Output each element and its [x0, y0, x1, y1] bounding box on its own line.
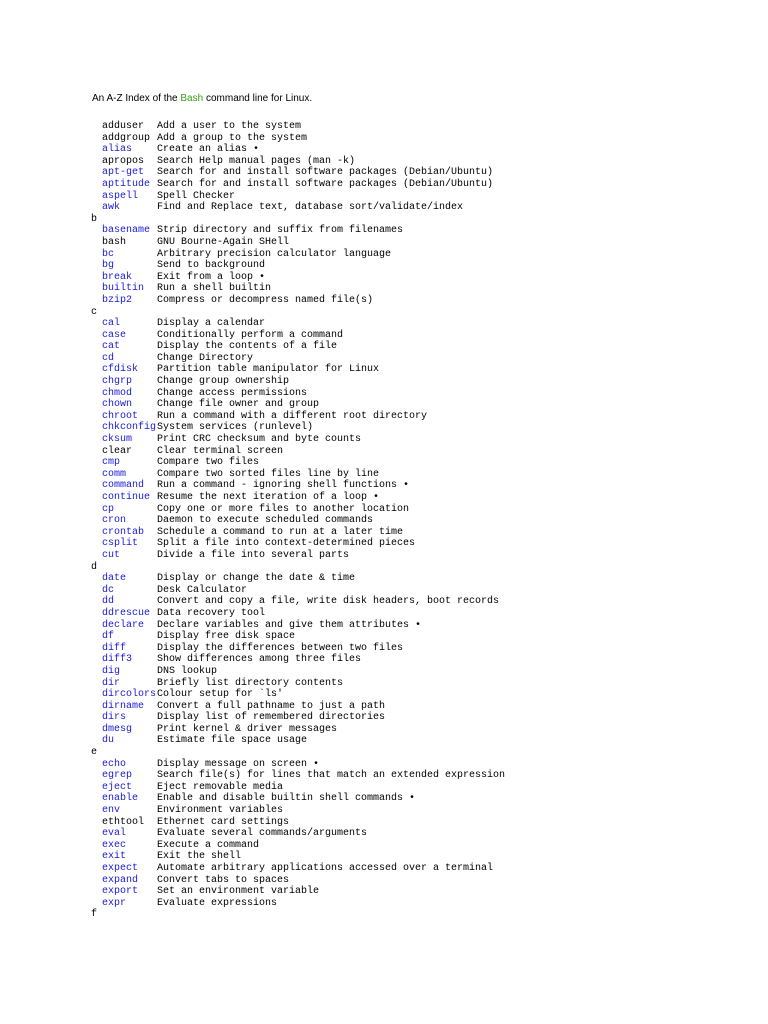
command-row [0, 631, 768, 643]
command-row [0, 666, 768, 678]
command-row [0, 434, 768, 446]
command-description: Exit the shell [157, 851, 242, 863]
command-row [0, 492, 768, 504]
command-description: Spell Checker [157, 190, 236, 202]
command-description: Evaluate several commands/arguments [157, 828, 368, 840]
command-description: Display free disk space [157, 631, 296, 643]
command-description: Change Directory [157, 352, 254, 364]
command-description: Evaluate expressions [157, 897, 278, 909]
command-link[interactable]: expand [102, 874, 139, 886]
command-row [0, 272, 768, 284]
command-link[interactable]: df [102, 631, 115, 643]
command-description: Colour setup for `ls' [157, 689, 284, 701]
command-description: Divide a file into several parts [157, 549, 350, 561]
command-row [0, 167, 768, 179]
command-row [0, 260, 768, 272]
command-description: Copy one or more files to another location [157, 503, 410, 515]
section-heading [0, 214, 768, 226]
command-description: Daemon to execute scheduled commands [157, 515, 374, 527]
command-row [0, 817, 768, 829]
command-row [0, 735, 768, 747]
command-link[interactable]: du [102, 735, 115, 747]
command-row [0, 179, 768, 191]
command-row [0, 318, 768, 330]
command-description: Execute a command [157, 839, 260, 851]
command-row [0, 237, 768, 249]
command-link[interactable]: dc [102, 584, 115, 596]
command-description: Display the differences between two files [157, 642, 404, 654]
command-row [0, 782, 768, 794]
command-row [0, 573, 768, 585]
section-heading [0, 307, 768, 319]
command-link[interactable]: exit [102, 851, 127, 863]
command-link[interactable]: enable [102, 793, 139, 805]
command-description: Convert tabs to spaces [157, 874, 290, 886]
command-link[interactable]: continue [102, 492, 151, 503]
command-link[interactable]: csplit [102, 538, 139, 550]
command-row [0, 678, 768, 690]
command-row [0, 805, 768, 817]
command-link[interactable]: awk [102, 202, 121, 214]
command-link[interactable]: dircolors [102, 689, 157, 701]
command-name: apropos [102, 155, 145, 167]
command-description: Estimate file space usage [157, 735, 308, 747]
command-description: Enable and disable builtin shell commands • [157, 793, 416, 805]
command-description: Arbitrary precision calculator language [157, 248, 392, 260]
command-description: Change access permissions [157, 387, 308, 399]
command-link[interactable]: bzip2 [102, 294, 133, 306]
command-link[interactable]: dd [102, 596, 115, 608]
command-row [0, 446, 768, 458]
section-heading [0, 747, 768, 759]
command-description: Run a command with a different root directory [157, 410, 428, 422]
section-heading [0, 909, 768, 921]
command-link[interactable]: diff3 [102, 654, 133, 666]
command-link[interactable]: export [102, 886, 139, 898]
command-link[interactable]: aptitude [102, 178, 151, 190]
command-row [0, 550, 768, 562]
command-description: Data recovery tool [157, 607, 266, 619]
command-link[interactable]: chmod [102, 387, 133, 399]
command-description: Search for and install software packages (Debian/Ubuntu) [157, 178, 494, 190]
title-prefix: An A-Z Index of the [92, 93, 181, 104]
command-link[interactable]: diff [102, 642, 127, 654]
command-name: ethtool [102, 816, 145, 828]
command-link[interactable]: crontab [102, 526, 145, 538]
command-link[interactable]: env [102, 805, 121, 817]
command-row [0, 353, 768, 365]
command-description: Convert and copy a file, write disk headers, boot records [157, 596, 500, 608]
command-link[interactable]: ddrescue [102, 607, 151, 619]
command-link[interactable]: cut [102, 549, 121, 561]
command-link[interactable]: alias [102, 144, 133, 156]
command-description: GNU Bourne-Again SHell [157, 236, 290, 248]
command-link[interactable]: expr [102, 897, 127, 909]
command-description: Partition table manipulator for Linux [157, 364, 380, 376]
command-row [0, 469, 768, 481]
command-index-list [0, 121, 768, 921]
section-letter: b [91, 213, 98, 225]
command-row [0, 527, 768, 539]
command-link[interactable]: cron [102, 515, 127, 527]
command-description: Resume the next iteration of a loop • [157, 492, 380, 503]
command-row [0, 898, 768, 910]
command-description: Eject removable media [157, 781, 284, 793]
command-description: Compare two sorted files line by line [157, 468, 380, 480]
command-link[interactable]: cat [102, 341, 121, 353]
command-row [0, 793, 768, 805]
command-link[interactable]: expect [102, 863, 139, 874]
command-row [0, 596, 768, 608]
command-row [0, 585, 768, 597]
command-row [0, 701, 768, 713]
command-description: Show differences among three files [157, 654, 362, 666]
command-description: Schedule a command to run at a later time [157, 526, 404, 538]
command-description: Clear terminal screen [157, 445, 284, 457]
command-row [0, 538, 768, 550]
section-heading [0, 562, 768, 574]
command-link[interactable]: builtin [102, 283, 145, 295]
command-description: Change file owner and group [157, 399, 320, 411]
command-description: Display or change the date & time [157, 573, 356, 585]
command-link[interactable]: dmesg [102, 723, 133, 735]
command-link[interactable]: chgrp [102, 376, 133, 388]
command-description: Compress or decompress named file(s) [157, 294, 374, 306]
command-row [0, 689, 768, 701]
command-row [0, 759, 768, 771]
command-row [0, 504, 768, 516]
command-description: Add a group to the system [157, 132, 308, 144]
command-link[interactable]: egrep [102, 770, 133, 782]
command-row [0, 828, 768, 840]
command-description: Search file(s) for lines that match an extended expression [157, 770, 506, 782]
command-link[interactable]: basename [102, 225, 151, 237]
command-link[interactable]: comm [102, 468, 127, 480]
command-link[interactable]: bg [102, 260, 115, 272]
bash-link[interactable]: Bash [180, 93, 204, 104]
command-row [0, 840, 768, 852]
command-link[interactable]: declare [102, 619, 145, 631]
command-description: Find and Replace text, database sort/validate/index [157, 202, 464, 214]
command-description: Compare two files [157, 457, 260, 469]
command-link[interactable]: chown [102, 399, 133, 411]
command-description: Run a command - ignoring shell functions • [157, 480, 410, 492]
command-description: Exit from a loop • [157, 271, 266, 283]
command-row [0, 156, 768, 168]
command-description: Desk Calculator [157, 584, 248, 596]
command-row [0, 411, 768, 423]
command-description: Create an alias • [157, 144, 260, 156]
command-description: Declare variables and give them attributes • [157, 619, 422, 631]
command-row [0, 249, 768, 261]
command-row [0, 654, 768, 666]
command-description: Print kernel & driver messages [157, 723, 338, 735]
command-link[interactable]: date [102, 573, 127, 585]
command-row [0, 620, 768, 632]
command-link[interactable]: dig [102, 665, 121, 677]
command-description: DNS lookup [157, 665, 218, 677]
command-link[interactable]: cfdisk [102, 364, 139, 376]
command-row [0, 643, 768, 655]
command-name: adduser [102, 121, 145, 132]
command-link[interactable]: eject [102, 781, 133, 793]
command-row [0, 295, 768, 307]
command-link[interactable]: dirs [102, 712, 127, 724]
command-link[interactable]: aspell [102, 190, 139, 202]
command-description: Search Help manual pages (man -k) [157, 155, 356, 167]
command-row [0, 399, 768, 411]
command-row [0, 457, 768, 469]
command-row [0, 388, 768, 400]
command-row [0, 283, 768, 295]
command-row [0, 480, 768, 492]
command-description: Run a shell builtin [157, 283, 272, 295]
command-link[interactable]: dirname [102, 700, 145, 712]
command-row [0, 886, 768, 898]
command-row [0, 133, 768, 145]
command-link[interactable]: cd [102, 352, 115, 364]
section-letter: e [91, 747, 98, 759]
command-description: Search for and install software packages (Debian/Ubuntu) [157, 167, 494, 179]
command-link[interactable]: command [102, 480, 145, 492]
command-row [0, 191, 768, 203]
command-link[interactable]: cmp [102, 457, 121, 469]
command-row [0, 515, 768, 527]
command-description: Display list of remembered directories [157, 712, 386, 724]
command-name: bash [102, 236, 127, 248]
command-link[interactable]: chroot [102, 410, 139, 422]
command-description: Ethernet card settings [157, 816, 290, 828]
command-row [0, 851, 768, 863]
section-letter: c [91, 306, 98, 318]
command-link[interactable]: cal [102, 318, 121, 330]
command-description: Display a calendar [157, 318, 266, 330]
command-row [0, 341, 768, 353]
command-description: Display message on screen • [157, 758, 320, 770]
command-row [0, 330, 768, 342]
command-name: clear [102, 445, 133, 457]
command-description: Display the contents of a file [157, 341, 338, 353]
command-description: Print CRC checksum and byte counts [157, 434, 362, 446]
title-suffix: command line for Linux. [203, 93, 313, 104]
command-description: Conditionally perform a command [157, 329, 344, 341]
command-link[interactable]: dir [102, 677, 121, 689]
command-name: addgroup [102, 132, 151, 144]
command-link[interactable]: cp [102, 503, 115, 515]
command-link[interactable]: eval [102, 828, 127, 840]
command-row [0, 121, 768, 133]
command-link[interactable]: cksum [102, 434, 133, 446]
command-description: System services (runlevel) [157, 422, 314, 434]
command-link[interactable]: break [102, 271, 133, 283]
command-row [0, 770, 768, 782]
command-row [0, 144, 768, 156]
command-row [0, 376, 768, 388]
command-row [0, 202, 768, 214]
command-row [0, 225, 768, 237]
command-link[interactable]: case [102, 329, 127, 341]
command-link[interactable]: apt-get [102, 167, 145, 179]
section-letter: f [91, 909, 98, 921]
command-link[interactable]: bc [102, 248, 115, 260]
section-letter: d [91, 561, 98, 573]
command-description: Environment variables [157, 805, 284, 817]
command-row [0, 875, 768, 887]
command-row [0, 608, 768, 620]
page-title [92, 92, 312, 106]
command-description: Briefly list directory contents [157, 677, 344, 689]
command-row [0, 364, 768, 376]
command-link[interactable]: chkconfig [102, 422, 157, 434]
command-row [0, 724, 768, 736]
command-description: Strip directory and suffix from filenames [157, 225, 404, 237]
command-row [0, 863, 768, 875]
command-row [0, 712, 768, 724]
command-description: Add a user to the system [157, 121, 302, 132]
command-description: Send to background [157, 260, 266, 272]
command-description: Split a file into context-determined pieces [157, 538, 416, 550]
command-description: Convert a full pathname to just a path [157, 700, 386, 712]
command-link[interactable]: echo [102, 758, 127, 770]
command-link[interactable]: exec [102, 839, 127, 851]
command-description: Automate arbitrary applications accessed over a terminal [157, 863, 494, 874]
command-description: Change group ownership [157, 376, 290, 388]
command-row [0, 422, 768, 434]
command-description: Set an environment variable [157, 886, 320, 898]
